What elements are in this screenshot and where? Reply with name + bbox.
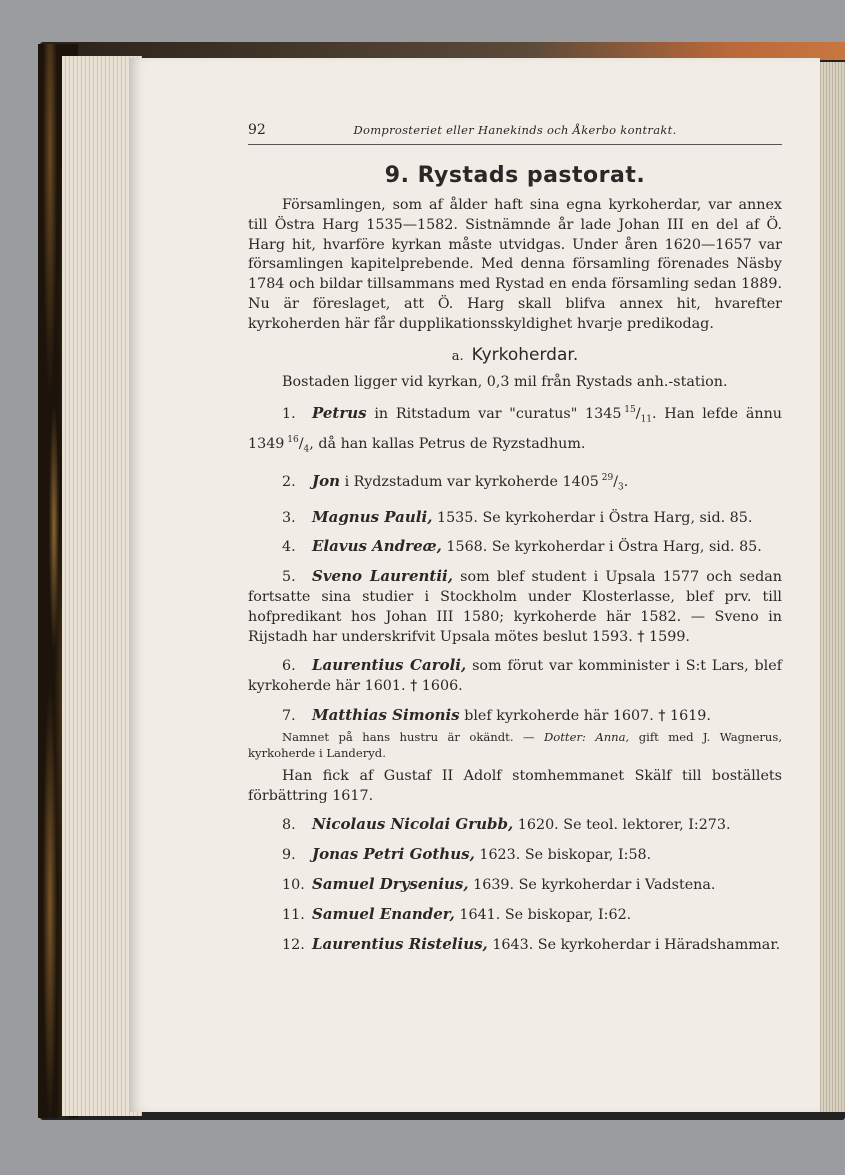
entry-7-note	[248, 729, 782, 761]
entry-number: 10.	[282, 877, 305, 893]
entry-5	[248, 567, 782, 647]
death-year: 1599.	[649, 628, 690, 645]
fraction-den: 11	[640, 415, 653, 425]
entry-2: 2. Jon i Rydzstadum var kyrkoherde 1405 $^{29}/_3$.	[282, 471, 629, 493]
entry-8	[248, 815, 782, 836]
residence-paragraph: Bostaden ligger vid kyrkan, 0,3 mil från Rystads anh.-station.	[282, 373, 728, 390]
entry-10	[248, 875, 782, 896]
note-daughter: Dotter: Anna,	[544, 729, 630, 744]
note-text: gift med J. Wagnerus, kyrkoherde i Landeryd.	[248, 729, 783, 760]
entry-text: .	[623, 473, 629, 490]
entry-text: 1535. Se kyrkoherdar i Östra Harg, sid. 85.	[436, 509, 753, 526]
fraction-den: 3	[618, 482, 624, 493]
death-cross-icon: †	[410, 678, 418, 695]
entry-number: 1.	[282, 406, 296, 423]
entry-text: 1623. Se biskopar, I:58.	[479, 847, 652, 864]
entry-12	[248, 935, 782, 956]
entry-text: blef kyrkoherde här 1607.	[464, 708, 654, 725]
entry-9	[248, 845, 782, 866]
entry-number: 5.	[282, 569, 296, 586]
section-name: Kyrkoherdar.	[471, 344, 579, 365]
running-title: Domprosteriet eller Hanekinds och Åkerbo kontrakt.	[353, 123, 677, 137]
note-text: Namnet på hans hustru är okändt. —	[282, 729, 535, 744]
entry-name: Samuel Drysenius,	[312, 875, 469, 893]
entry-name: Petrus	[312, 404, 367, 423]
entry-name: Laurentius Ristelius,	[312, 934, 488, 953]
entry-number: 4.	[282, 539, 296, 556]
entry-11	[248, 905, 782, 926]
death-cross-icon: †	[637, 628, 645, 645]
entry-name: Jonas Petri Gothus,	[312, 845, 475, 864]
entry-name: Elavus Andreæ,	[312, 537, 442, 556]
entry-6	[248, 656, 782, 697]
entry-text: som blef student i Upsala 1577 och sedan fortsatte sina studier i Stockholm under Klosterlasse, blef prv. till hofpredikant hos Johan III 1580; kyrkoherde här 1582. — Sveno in Rijstadh har underskrifvit Upsala mötes beslut 1593.	[248, 569, 783, 645]
entry-name: Nicolaus Nicolai Grubb,	[312, 815, 514, 834]
entry-text: i Rydzstadum var kyrkoherde 1405	[344, 473, 599, 490]
entry-name: Magnus Pauli,	[312, 507, 433, 526]
fraction-num: 16	[287, 434, 299, 445]
chapter-title: 9. Rystads pastorat.	[384, 163, 646, 188]
entry-text: 1639. Se kyrkoherdar i Vadstena.	[473, 877, 716, 893]
fraction-num: 15	[624, 405, 636, 416]
entry-name: Samuel Enander,	[312, 904, 455, 923]
entry-1: 1. Petrus in Ritstadum var "curatus" 1345 $^{15}/_{11}$. Han lefde ännu 1349 $^{16}/_4$, då han kallas Petrus de Ryzstadhum.	[248, 404, 782, 455]
fraction-den: 4	[303, 444, 310, 455]
entry-number: 11.	[282, 906, 305, 923]
entry-number: 9.	[282, 847, 296, 864]
entry-3	[248, 508, 782, 529]
entry-number: 12.	[282, 936, 305, 953]
entry-text: 1643. Se kyrkoherdar i Häradshammar.	[492, 936, 781, 953]
entry-text: 1641. Se biskopar, I:62.	[459, 906, 632, 923]
entry-7	[248, 706, 782, 727]
fraction-num: 29	[601, 473, 614, 484]
death-cross-icon: †	[658, 708, 666, 725]
page-content	[248, 120, 782, 955]
entry-text: . Han lefde ännu 1349	[248, 406, 782, 452]
entry-name: Matthias Simonis	[312, 706, 460, 725]
entry-name: Laurentius Caroli,	[312, 656, 467, 675]
intro-paragraph: Församlingen, som af ålder haft sina egna kyrkoherdar, var annex till Östra Harg 1535—1582. Sistnämnde år lade Johan III en del af Ö. Harg hit, hvarföre kyrkan måste utvidgas. Under åren 1620—1657 var församlingen kapitelprebende. Med denna församling förenades Näsby 1784 och bildar tillsammans med Rystad en enda församling sedan 1889. Nu är föreslaget, att Ö. Harg skall blifva annex hit, hvarefter kyrkoherden här får dupplikationsskyldighet hvarje predikodag.	[248, 197, 782, 332]
entry-text: som förut var komminister i S:t Lars, blef kyrkoherde här 1601.	[248, 658, 782, 695]
entry-name: Jon	[312, 471, 341, 490]
entry-text: 1568. Se kyrkoherdar i Östra Harg, sid. 85.	[446, 539, 762, 556]
gustaf-paragraph: Han fick af Gustaf II Adolf stomhemmanet Skälf till boställets förbättring 1617.	[248, 767, 782, 804]
entry-text: , då han kallas Petrus de Ryzstadhum.	[309, 435, 586, 452]
page-number: 92	[248, 122, 266, 138]
entry-text: in Ritstadum var "curatus" 1345	[374, 406, 622, 423]
section-heading	[248, 345, 782, 365]
entry-number: 7.	[282, 708, 296, 725]
death-year: 1606.	[421, 678, 463, 695]
entry-number: 3.	[282, 509, 296, 526]
running-head	[248, 120, 782, 145]
entry-number: 8.	[282, 817, 296, 834]
entry-4	[248, 537, 782, 558]
entry-name: Sveno Laurentii,	[312, 567, 453, 586]
entry-text: 1620. Se teol. lektorer, I:273.	[517, 817, 731, 834]
section-letter: a.	[451, 348, 464, 364]
entry-number: 6.	[282, 658, 296, 675]
entry-number: 2.	[282, 473, 296, 490]
death-year: 1619.	[670, 708, 711, 725]
